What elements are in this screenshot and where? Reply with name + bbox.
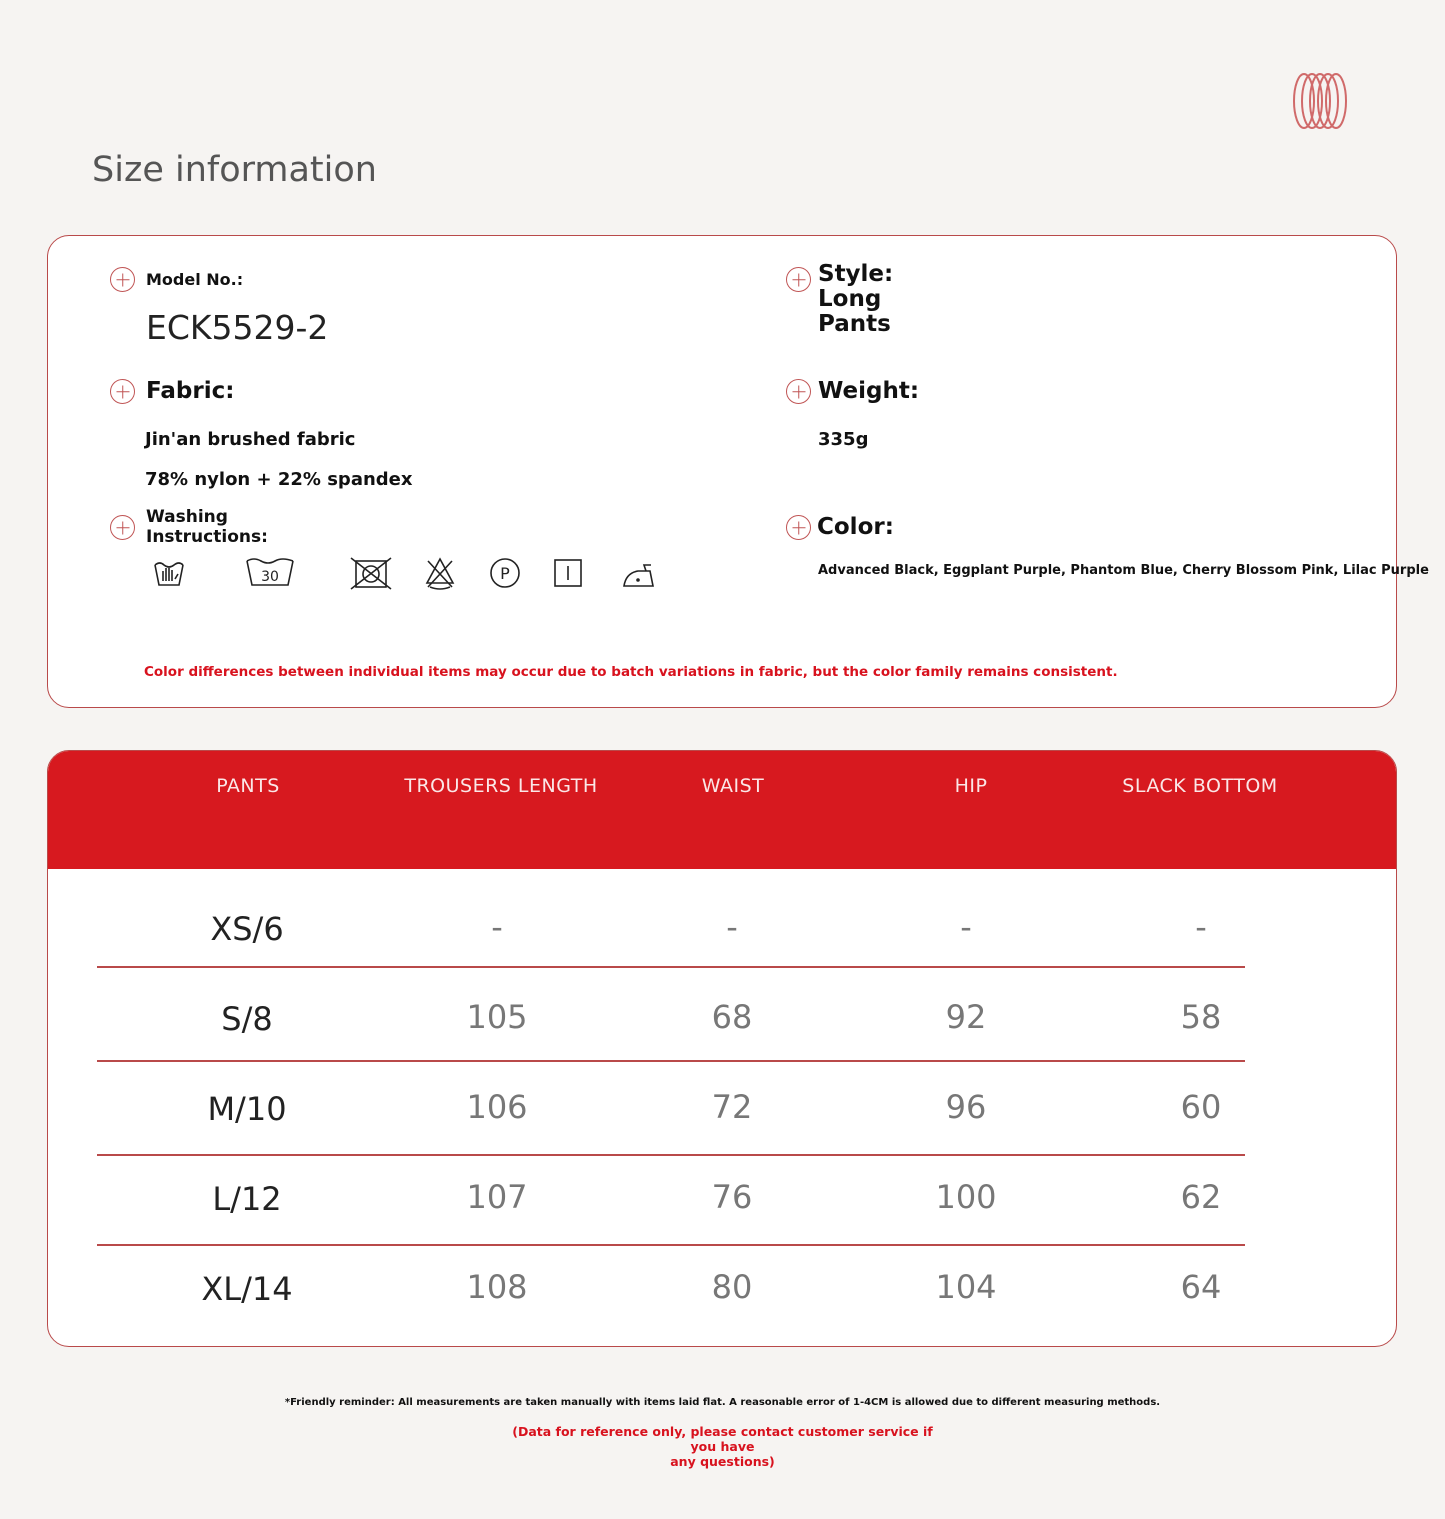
line-dry-icon: [552, 555, 584, 591]
hip-cell: 100: [935, 1178, 997, 1216]
row-divider: [97, 1244, 1245, 1246]
hip-cell: 92: [945, 998, 987, 1036]
bottom-cell: 64: [1180, 1268, 1222, 1306]
style-value-line-2: Pants: [818, 311, 891, 337]
size-table-header: [48, 751, 1396, 869]
row-divider: [97, 1060, 1245, 1062]
bottom-cell: 58: [1180, 998, 1222, 1036]
do-not-tumble-dry-icon: [348, 555, 394, 591]
header-pants: PANTS: [216, 775, 280, 797]
iron-low-icon: [620, 555, 658, 591]
length-cell: 106: [466, 1088, 528, 1126]
header-slack-bottom: SLACK BOTTOM: [1122, 775, 1278, 797]
color-value: Advanced Black, Eggplant Purple, Phantom Blue, Cherry Blossom Pink, Lilac Purple: [818, 563, 1429, 578]
length-cell: 108: [466, 1268, 528, 1306]
header-trousers-length: TROUSERS LENGTH: [404, 775, 598, 797]
bottom-cell: -: [1195, 908, 1207, 946]
wash-30-icon: [244, 555, 296, 591]
washing-label-line-1: Washing: [146, 507, 228, 527]
hip-cell: -: [960, 908, 972, 946]
dry-clean-letter: P: [500, 564, 510, 583]
length-cell: 107: [466, 1178, 528, 1216]
row-divider: [97, 1154, 1245, 1156]
fabric-name: Jin'an brushed fabric: [145, 429, 356, 450]
style-value-line-1: Long: [818, 286, 882, 312]
plus-circle-icon: [110, 515, 135, 540]
model-value: ECK5529-2: [146, 308, 329, 347]
reference-note-line-1: (Data for reference only, please contact customer service if you have: [512, 1424, 933, 1454]
weight-label: Weight:: [818, 378, 920, 404]
waist-cell: 72: [711, 1088, 753, 1126]
waist-cell: 80: [711, 1268, 753, 1306]
waist-cell: 68: [711, 998, 753, 1036]
style-label: Style:: [818, 261, 894, 287]
brand-logo-icon: [1290, 70, 1350, 132]
measurement-reminder: *Friendly reminder: All measurements are taken manually with items laid flat. A reasonable error of 1-4CM is allowed due to different measuring methods.: [284, 1397, 1161, 1408]
plus-circle-icon: [110, 379, 135, 404]
plus-circle-icon: [786, 515, 811, 540]
color-notice: Color differences between individual items may occur due to batch variations in fabric, but the color family remains consistent.: [144, 664, 1118, 680]
plus-circle-icon: [110, 267, 135, 292]
size-cell: M/10: [207, 1090, 287, 1128]
size-cell: S/8: [221, 1000, 273, 1038]
reference-note-line-2: any questions): [670, 1454, 775, 1469]
header-hip: HIP: [954, 775, 988, 797]
size-cell: XS/6: [210, 910, 284, 948]
fabric-label: Fabric:: [146, 378, 235, 404]
weight-value: 335g: [818, 429, 869, 450]
fabric-composition: 78% nylon + 22% spandex: [145, 469, 413, 490]
row-divider: [97, 966, 1245, 968]
washing-label-line-2: Instructions:: [146, 527, 268, 547]
page-title: Size information: [92, 150, 377, 190]
do-not-bleach-icon: [424, 555, 456, 591]
size-cell: L/12: [212, 1180, 282, 1218]
reference-note: [500, 1424, 945, 1469]
hand-wash-icon: [152, 555, 186, 591]
model-label: Model No.:: [146, 270, 244, 289]
waist-cell: -: [726, 908, 738, 946]
waist-cell: 76: [711, 1178, 753, 1216]
bottom-cell: 62: [1180, 1178, 1222, 1216]
color-label: Color:: [817, 514, 894, 540]
plus-circle-icon: [786, 379, 811, 404]
length-cell: 105: [466, 998, 528, 1036]
size-cell: XL/14: [201, 1270, 293, 1308]
wash-temp-text: 30: [261, 569, 279, 585]
hip-cell: 104: [935, 1268, 997, 1306]
professional-dry-clean-p-icon: [488, 555, 522, 591]
hip-cell: 96: [945, 1088, 987, 1126]
header-waist: WAIST: [701, 775, 765, 797]
length-cell: -: [491, 908, 503, 946]
size-table: [47, 750, 1397, 1347]
bottom-cell: 60: [1180, 1088, 1222, 1126]
plus-circle-icon: [786, 267, 811, 292]
